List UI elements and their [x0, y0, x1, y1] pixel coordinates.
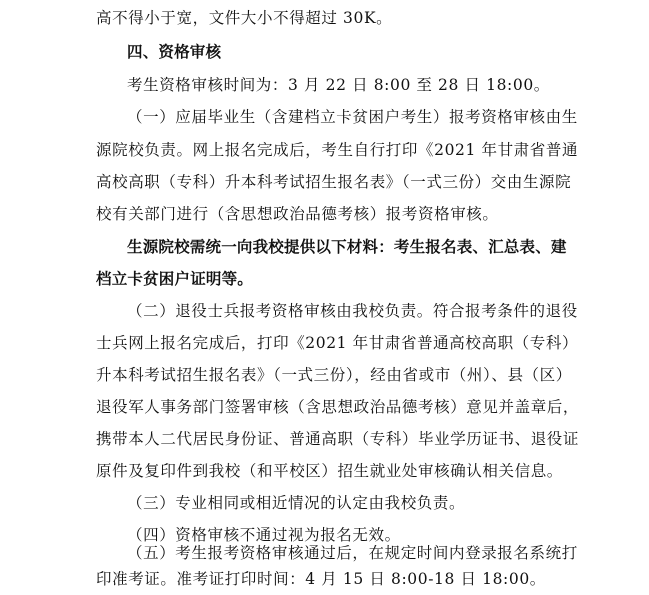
paragraph-line-graduates-4: 校有关部门进行（含思想政治品德考核）报考资格审核。: [96, 205, 499, 223]
paragraph-line-file-size: 高不得小于宽，文件大小不得超过 30K。: [96, 9, 393, 27]
paragraph-line-review-time: 考生资格审核时间为：3 月 22 日 8:00 至 28 日 18:00。: [127, 76, 550, 94]
paragraph-line-admission-ticket-1: （五）考生报考资格审核通过后，在规定时间内登录报名系统打: [127, 544, 578, 562]
section-heading-qualification-review: 四、资格审核: [127, 42, 222, 61]
bold-line-materials-1: 生源院校需统一向我校提供以下材料：考生报名表、汇总表、建: [127, 237, 567, 256]
paragraph-line-veterans-4: 退役军人事务部门签署审核（含思想政治品德考核）意见并盖章后，: [96, 398, 580, 416]
paragraph-line-graduates-2: 源院校负责。网上报名完成后，考生自行打印《2021 年甘肃省普通: [96, 141, 579, 159]
paragraph-line-veterans-3: 升本科考试招生报名表》（一式三份），经由省或市（州）、县（区）: [96, 366, 572, 384]
paragraph-line-veterans-5: 携带本人二代居民身份证、普通高职（专科）毕业学历证书、退役证: [96, 430, 580, 448]
bold-line-materials-2: 档立卡贫困户证明等。: [96, 269, 254, 288]
paragraph-line-review-failure: （四）资格审核不通过视为报名无效。: [127, 526, 401, 544]
paragraph-line-graduates-3: 高校高职（专科）升本科考试招生报名表》（一式三份）交由生源院: [96, 173, 572, 191]
paragraph-line-graduates-1: （一）应届毕业生（含建档立卡贫困户考生）报考资格审核由生: [127, 108, 578, 126]
paragraph-line-veterans-2: 士兵网上报名完成后，打印《2021 年甘肃省普通高校高职（专科）: [96, 334, 579, 352]
paragraph-line-veterans-6: 原件及复印件到我校（和平校区）招生就业处审核确认相关信息。: [96, 462, 563, 480]
paragraph-line-major-recognition: （三）专业相同或相近情况的认定由我校负责。: [127, 494, 466, 512]
paragraph-line-admission-ticket-2: 印准考证。准考证打印时间：4 月 15 日 8:00-18 日 18:00。: [96, 570, 546, 588]
paragraph-line-veterans-1: （二）退役士兵报考资格审核由我校负责。符合报考条件的退役: [127, 302, 578, 320]
